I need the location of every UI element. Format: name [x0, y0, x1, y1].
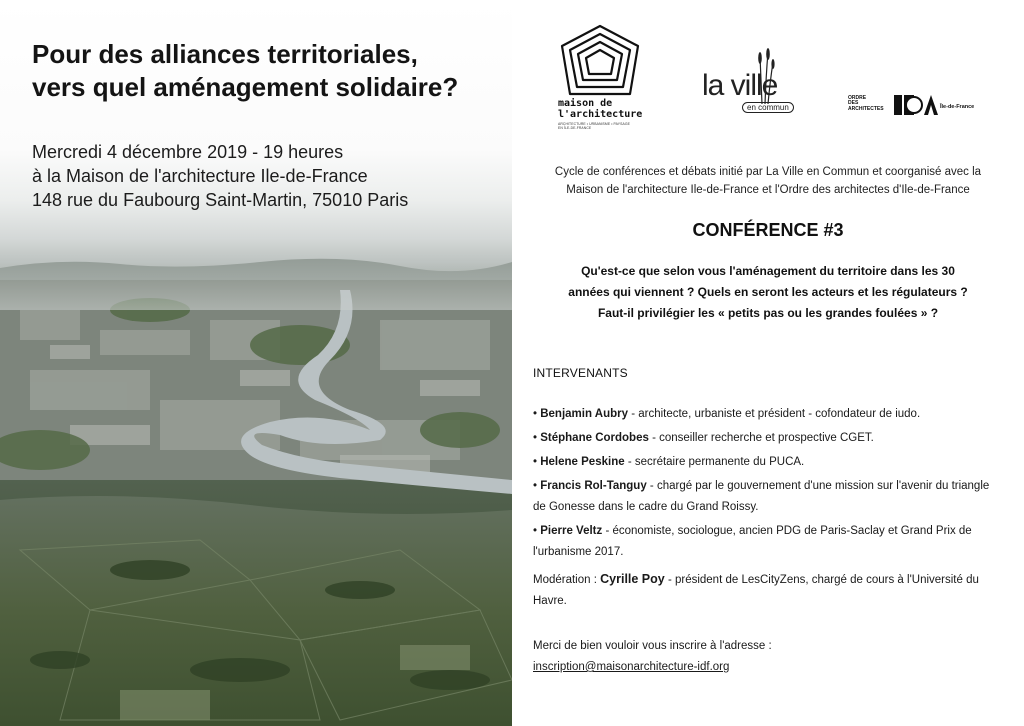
question-line: Faut-il privilégier les « petits pas ou les grandes foulées » ?	[597, 306, 939, 320]
maison-architecture-subtitle	[558, 122, 648, 130]
event-title	[32, 38, 502, 104]
logo-text-line: ARCHITECTURE • URBANISME • PAYSAGE	[558, 122, 630, 126]
speaker-name: Pierre Veltz	[540, 525, 603, 537]
cycle-line: Cycle de conférences et débats initié par La Ville en Commun et coorganisé avec la	[554, 166, 982, 178]
logo-text-line: ORDRE	[848, 95, 867, 101]
speaker-name: Benjamin Aubry	[540, 408, 628, 420]
event-title-line: Pour des alliances territoriales,	[32, 39, 418, 69]
cycle-line: Maison de l'architecture Ile-de-France et l'Ordre des architectes d'Ile-de-France	[566, 184, 970, 196]
intervenants-heading: INTERVENANTS	[533, 366, 628, 380]
registration	[533, 636, 1003, 678]
speaker-description: - conseiller recherche et prospective CGET.	[648, 432, 874, 444]
speaker-item: • Francis Rol-Tanguy - chargé par le gouvernement d'une mission sur l'avenir du triangle de Gonesse dans le cadre du Grand Roissy.	[533, 480, 990, 513]
aerial-landscape-photo	[0, 250, 512, 726]
moderation-label: Modération :	[533, 574, 601, 586]
logo-text-line: ARCHITECTES	[848, 105, 884, 112]
la-ville-name: la ville	[702, 69, 778, 102]
ordre-region: Île-de-France	[940, 104, 975, 110]
maison-architecture-logo	[552, 24, 648, 136]
speaker-name: Helene Peskine	[540, 456, 625, 468]
ordre-architectes-logo	[848, 94, 988, 118]
speaker-description: - chargé par le gouvernement d'une mission sur l'avenir du triangle de Gonesse dans le cadre du Grand Roissy.	[533, 480, 990, 513]
event-details	[32, 140, 502, 212]
moderator-name: Cyrille Poy	[600, 572, 665, 586]
speaker-item: • Stéphane Cordobes - conseiller recherche et prospective CGET.	[533, 432, 874, 444]
speaker-description: - économiste, sociologue, ancien PDG de Paris-Saclay et Grand Prix de l'urbanisme 2017.	[533, 525, 972, 558]
speaker-list	[533, 404, 1003, 566]
speaker-item: • Pierre Veltz - économiste, sociologue, ancien PDG de Paris-Saclay et Grand Prix de l'urbanisme 2017.	[533, 525, 972, 558]
la-ville-en-commun-logo	[698, 48, 798, 122]
event-venue: à la Maison de l'architecture Ile-de-France	[32, 166, 368, 186]
speaker-item: • Helene Peskine - secrétaire permanente du PUCA.	[533, 456, 805, 468]
question-line: Qu'est-ce que selon vous l'aménagement du territoire dans les 30	[581, 264, 955, 278]
maison-architecture-name	[558, 98, 642, 120]
conference-question	[532, 261, 1004, 324]
speaker-name: Stéphane Cordobes	[540, 432, 649, 444]
event-address: 148 rue du Faubourg Saint-Martin, 75010 Paris	[32, 190, 409, 210]
event-title-line: vers quel aménagement solidaire?	[32, 72, 459, 102]
conference-title: CONFÉRENCE #3	[692, 220, 844, 240]
logo-text-line: maison de	[558, 98, 613, 109]
house-outline-icon	[560, 24, 640, 96]
speaker-name: Francis Rol-Tanguy	[540, 480, 647, 492]
speaker-item: • Benjamin Aubry - architecte, urbaniste et président - cofondateur de iudo.	[533, 408, 921, 420]
logo-text-line: DES	[848, 100, 859, 107]
ordre-mark-icon	[894, 95, 938, 115]
registration-email-link[interactable]: inscription@maisonarchitecture-idf.org	[533, 661, 730, 673]
cycle-description	[532, 163, 1004, 199]
logo-text-line: l'architecture	[558, 109, 643, 120]
logo-text-line: EN ÎLE-DE-FRANCE	[558, 126, 592, 130]
question-line: années qui viennent ? Quels en seront les acteurs et les régulateurs ?	[568, 285, 968, 299]
ordre-architectes-name	[848, 96, 884, 112]
speaker-description: - architecte, urbaniste et président - cofondateur de iudo.	[628, 408, 921, 420]
speaker-description: - secrétaire permanente du PUCA.	[624, 456, 805, 468]
en-commun-badge: en commun	[742, 102, 794, 113]
moderation	[533, 569, 1003, 612]
moderator-description: - président de LesCityZens, chargé de cours à l'Université du Havre.	[533, 574, 979, 607]
right-panel	[512, 0, 1024, 726]
event-date: Mercredi 4 décembre 2019 - 19 heures	[32, 142, 344, 162]
registration-text: Merci de bien vouloir vous inscrire à l'adresse :	[533, 640, 772, 652]
